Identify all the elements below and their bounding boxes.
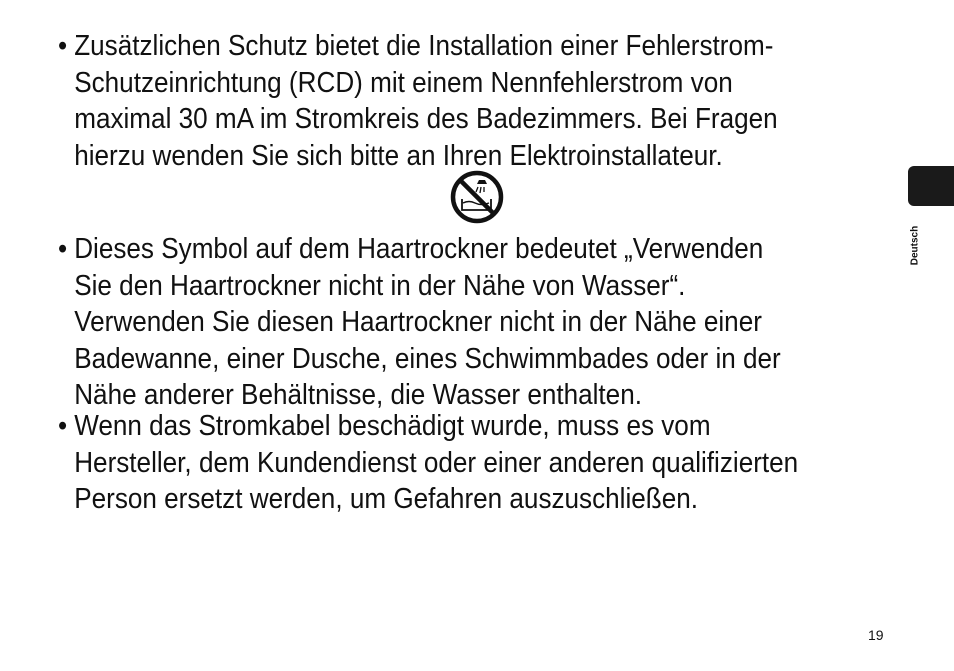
language-label-text: Deutsch [909, 225, 921, 266]
bullet-item-rcd [58, 28, 823, 174]
text-line: Verwenden Sie diesen Haartrockner nicht in der Nähe einer [74, 306, 762, 338]
bullet-text [58, 28, 823, 174]
bullet-item-power-cord [58, 408, 823, 518]
text-line: maximal 30 mA im Stromkreis des Badezimmers. Bei Fragen [74, 103, 778, 135]
no-water-hair-dryer-icon [449, 169, 505, 225]
page-number: 19 [868, 627, 884, 643]
bullet-marker: • [58, 30, 68, 62]
bullet-text [58, 231, 823, 414]
bullet-item-symbol-water [58, 231, 823, 414]
text-line: Nähe anderer Behältnisse, die Wasser enthalten. [74, 379, 642, 411]
text-line: Zusätzlichen Schutz bietet die Installation einer Fehlerstrom- [74, 30, 774, 62]
bullet-marker: • [58, 233, 68, 265]
bullet-text [58, 408, 823, 518]
text-line: Wenn das Stromkabel beschädigt wurde, muss es vom [74, 410, 711, 442]
language-tab-label [905, 225, 925, 266]
bullet-marker: • [58, 410, 68, 442]
language-tab-marker [908, 166, 954, 206]
text-line: Schutzeinrichtung (RCD) mit einem Nennfehlerstrom von [74, 66, 733, 99]
text-line: Badewanne, einer Dusche, eines Schwimmbades oder in der [74, 342, 781, 375]
text-line: Hersteller, dem Kundendienst oder einer anderen qualifizierten [74, 446, 799, 479]
text-line: Sie den Haartrockner nicht in der Nähe von Wasser“. [74, 269, 686, 302]
text-line: hierzu wenden Sie sich bitte an Ihren Elektroinstallateur. [74, 139, 723, 172]
text-line: Dieses Symbol auf dem Haartrockner bedeutet „Verwenden [74, 233, 764, 265]
text-line: Person ersetzt werden, um Gefahren auszuschließen. [74, 483, 699, 515]
